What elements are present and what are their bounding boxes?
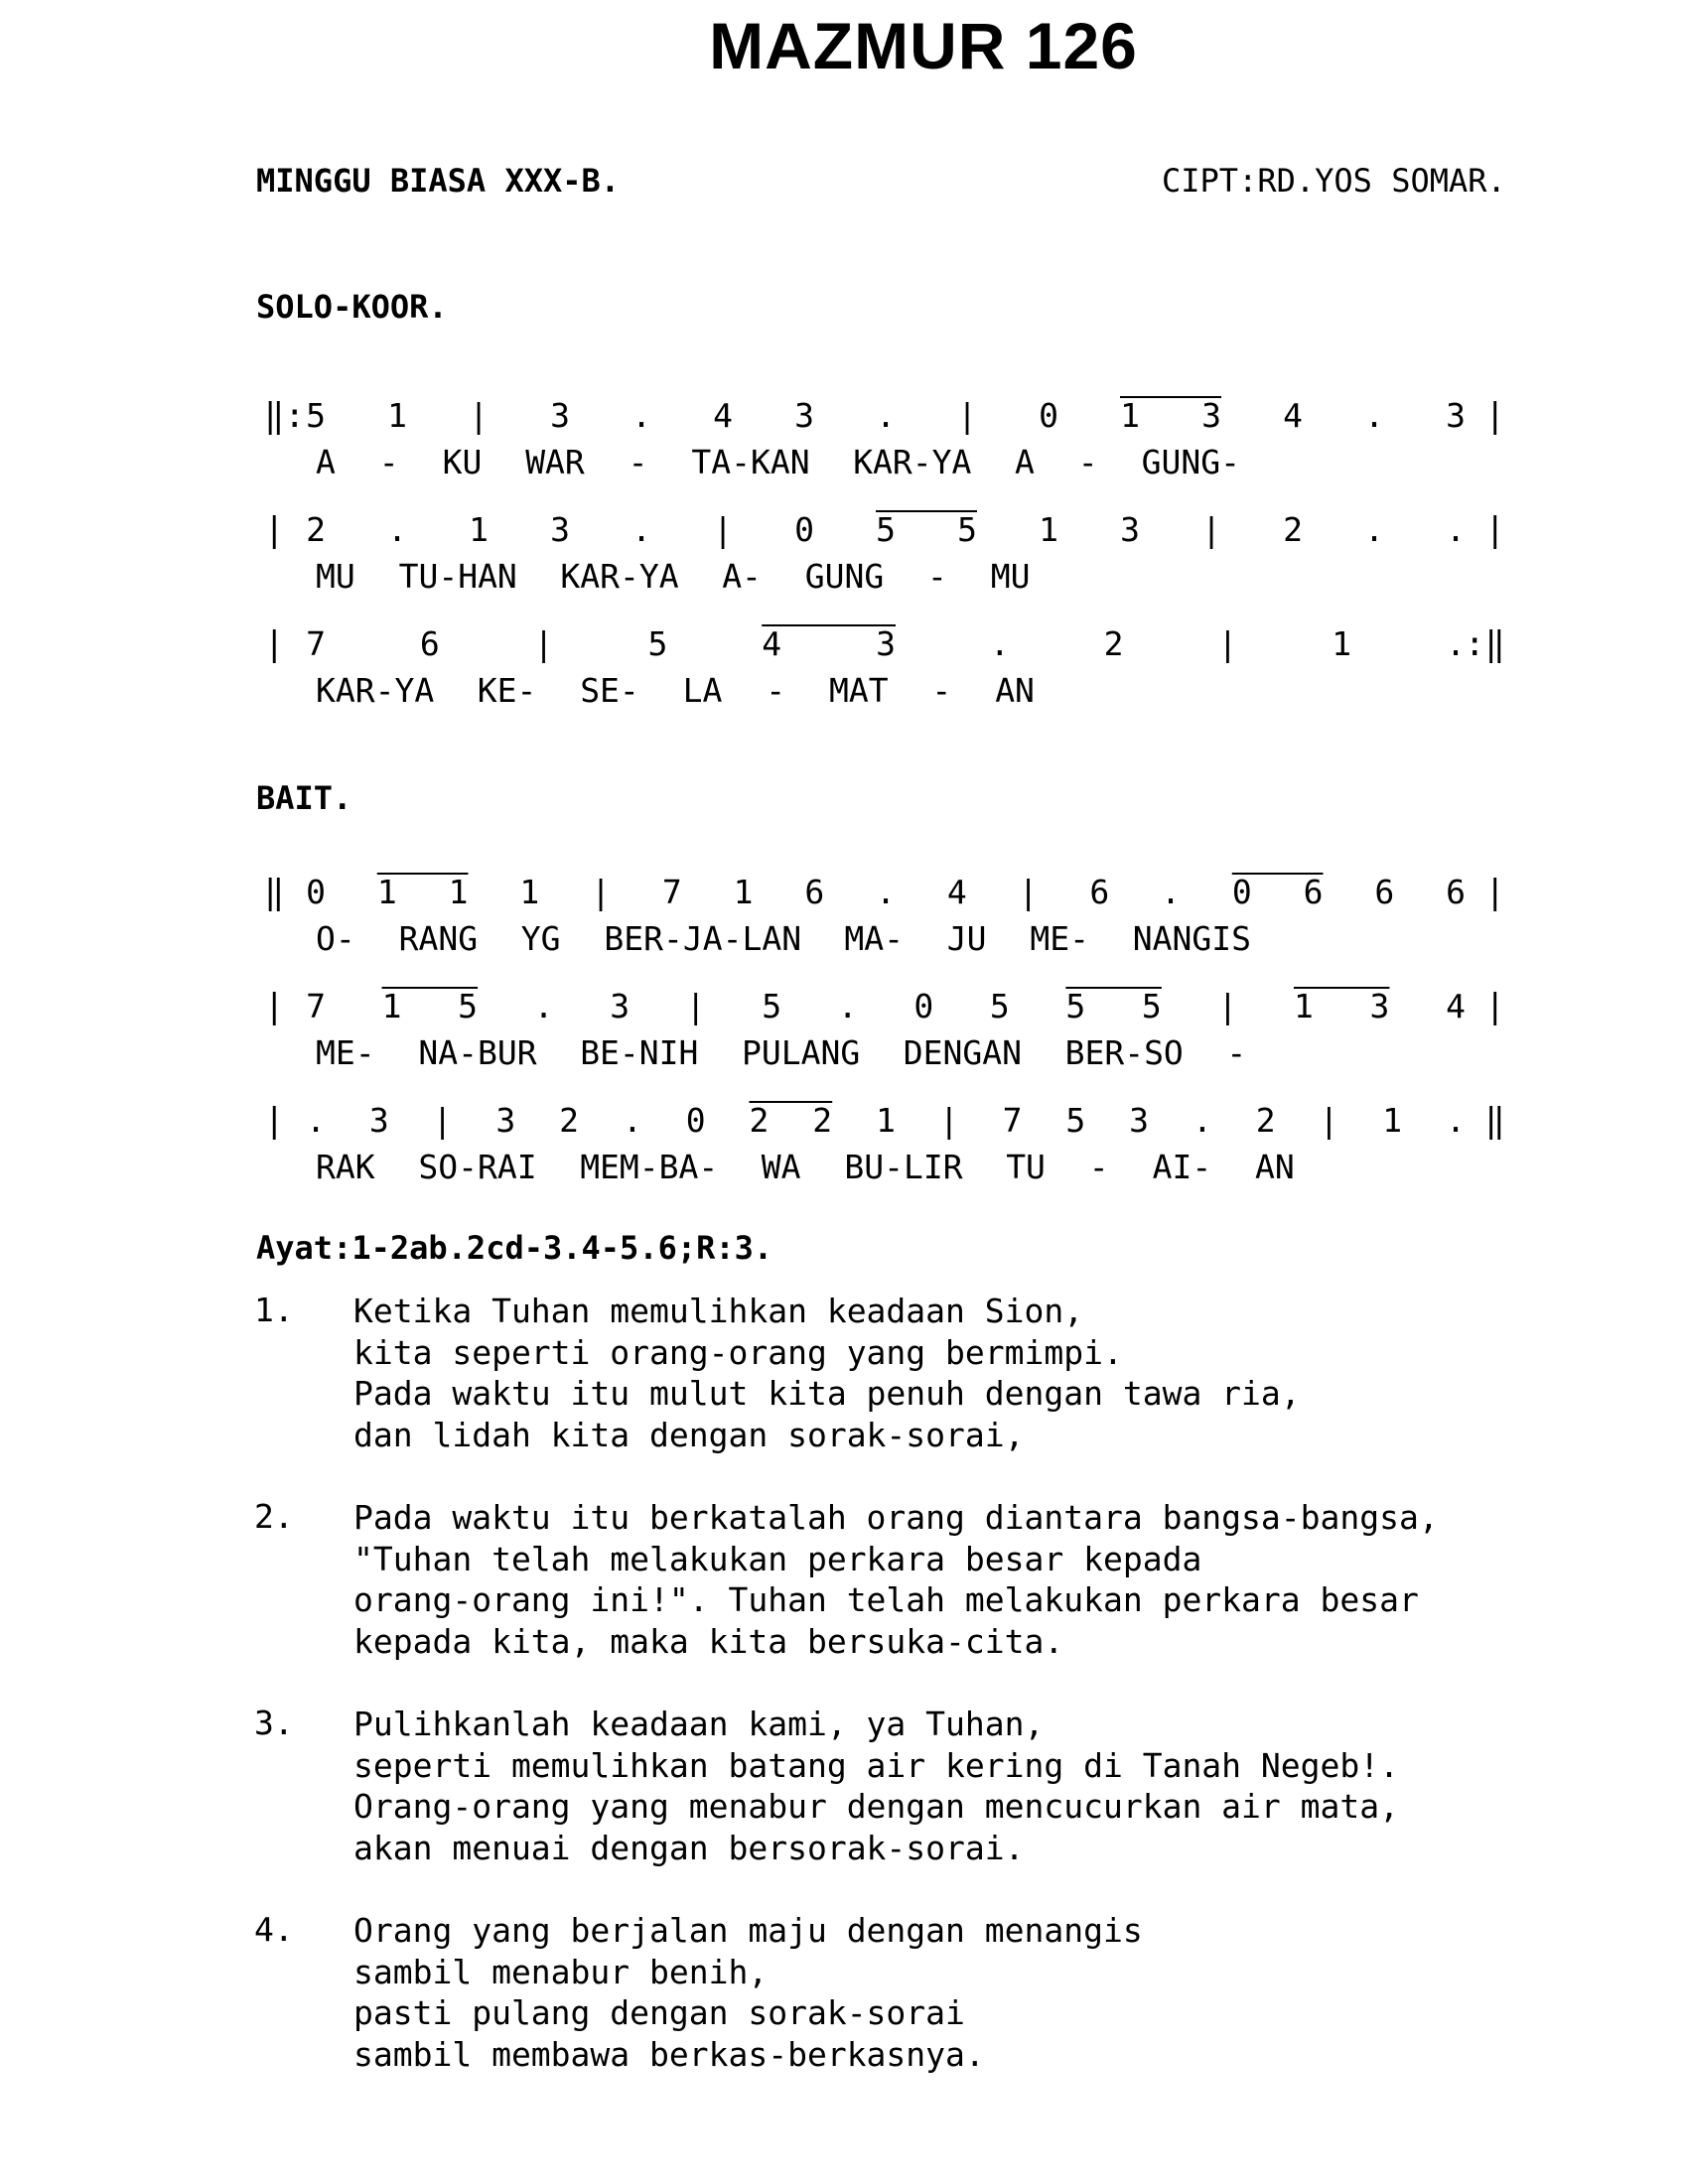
note: 3: [1446, 396, 1466, 435]
lyric-syllable: GUNG: [804, 557, 885, 596]
lyric-syllable: MA-: [844, 919, 905, 958]
lyric-syllable: KE-: [477, 671, 537, 710]
lyric-syllable: KAR-YA: [560, 557, 679, 596]
lyric-syllable: TU: [1006, 1148, 1046, 1186]
note: 5: [762, 987, 782, 1025]
note: 1: [1293, 987, 1314, 1025]
note: .: [1192, 1101, 1212, 1140]
bar-line: |: [1217, 987, 1238, 1025]
bar-line: |: [957, 396, 977, 435]
note: .: [1364, 396, 1384, 435]
bar-line: |: [533, 624, 554, 663]
lyric-syllable: RANG: [398, 919, 479, 958]
note: 5: [989, 987, 1010, 1025]
lyric-syllable: KU: [442, 443, 483, 481]
note: 5: [647, 624, 668, 663]
musical-score: [254, 377, 1545, 1211]
bar-line-start: |: [264, 624, 285, 664]
note: 7: [1002, 1101, 1023, 1140]
lyric-syllable: -: [927, 557, 947, 596]
bar-line: |: [713, 510, 733, 549]
note: 6: [1303, 873, 1324, 911]
note: 2: [1103, 624, 1124, 663]
verse-line: Pulihkanlah keadaan kami, ya Tuhan,: [353, 1705, 1045, 1743]
note: 3: [1129, 1101, 1150, 1140]
bar-line-end: |: [1484, 396, 1505, 436]
note: 3: [1201, 396, 1221, 435]
verse-line: "Tuhan telah melakukan perkara besar kepada: [353, 1539, 1202, 1578]
note: 5: [1065, 1101, 1086, 1140]
lyric-syllable: BER-SO: [1064, 1033, 1184, 1072]
note: 5: [957, 510, 977, 549]
lyric-syllable: MU: [316, 557, 355, 596]
note: 4: [762, 624, 782, 663]
note: 1: [1120, 396, 1140, 435]
note: 1: [519, 873, 540, 911]
bar-line-end: ‖: [1484, 1101, 1505, 1141]
verse-line: seperti memulihkan batang air kering di Tanah Negeb!.: [353, 1745, 1399, 1785]
note: .: [837, 987, 858, 1025]
note: .: [1446, 624, 1466, 663]
verse-line: kepada kita, maka kita bersuka-cita.: [353, 1621, 1064, 1661]
note: 3: [794, 396, 814, 435]
lyric-syllable: NANGIS: [1132, 919, 1252, 958]
note: 6: [1446, 873, 1466, 911]
lyric-syllable: -: [1088, 1148, 1109, 1186]
lyric-syllable: A: [316, 443, 336, 481]
note: 3: [495, 1101, 516, 1140]
note: 3: [1120, 510, 1140, 549]
verse-line: Pada waktu itu berkatalah orang diantara bangsa-bangsa,: [353, 1498, 1439, 1537]
page-title: MAZMUR 126: [709, 9, 1138, 82]
note: 1: [1039, 510, 1058, 549]
verse-1: [254, 1291, 1439, 1455]
bar-line: |: [1319, 1101, 1339, 1140]
verse-number: 2.: [254, 1497, 294, 1536]
bar-line-start: |: [264, 1101, 285, 1141]
bar-line-start: |: [264, 987, 285, 1026]
lyric-syllable: YG: [520, 919, 561, 958]
note: 0: [913, 987, 934, 1025]
bar-line-end: |: [1484, 510, 1505, 550]
lyric-syllable: AN: [995, 671, 1035, 710]
bar-line: |: [432, 1101, 453, 1140]
bar-line: |: [469, 396, 489, 435]
note: 2: [306, 510, 326, 549]
lyric-syllable: -: [766, 671, 786, 710]
note: 2: [749, 1101, 770, 1140]
lyric-syllable: MEM-BA-: [580, 1148, 719, 1186]
note: .: [533, 987, 554, 1025]
lyric-syllable: GUNG-: [1141, 443, 1240, 481]
lyric-syllable: TU-HAN: [398, 557, 517, 596]
lyric-syllable: AN: [1255, 1148, 1295, 1186]
lyric-syllable: WAR: [525, 443, 585, 481]
note: 1: [469, 510, 489, 549]
lyric-syllable: MU: [990, 557, 1031, 596]
bar-line-end: :‖: [1465, 624, 1505, 664]
note: 3: [550, 396, 570, 435]
verse-line: sambil membawa berkas-berkasnya.: [353, 2034, 985, 2074]
note: 5: [306, 396, 326, 435]
verse-number: 1.: [254, 1291, 294, 1329]
composer-credit: CIPT:RD.YOS SOMAR.: [1162, 162, 1506, 200]
note: 0: [685, 1101, 706, 1140]
bar-line: |: [1217, 624, 1238, 663]
note: .: [876, 873, 896, 911]
verse-number: 4.: [254, 1910, 294, 1949]
lyric-syllable: SE-: [580, 671, 639, 710]
lyric-syllable: O-: [316, 919, 355, 958]
verse-line: Ketika Tuhan memulihkan keadaan Sion,: [353, 1292, 1084, 1330]
verses-list: [254, 1291, 1439, 2116]
note: .: [1161, 873, 1181, 911]
score-notation: [264, 396, 1505, 1186]
note: 6: [804, 873, 825, 911]
verse-line: akan menuai dengan bersorak-sorai.: [353, 1828, 1025, 1867]
note: 1: [376, 873, 397, 911]
note: 2: [812, 1101, 833, 1140]
note: 4: [1446, 987, 1466, 1025]
note: 3: [1369, 987, 1390, 1025]
note: 0: [306, 873, 326, 911]
bar-line: |: [1018, 873, 1039, 911]
bar-line-end: |: [1484, 873, 1505, 912]
lyric-syllable: AI-: [1152, 1148, 1212, 1186]
note: 1: [733, 873, 754, 911]
lyric-syllable: -: [931, 671, 952, 710]
note: 2: [559, 1101, 580, 1140]
note: 1: [381, 987, 402, 1025]
note: 5: [1065, 987, 1086, 1025]
bar-line: |: [591, 873, 611, 911]
note: 5: [1141, 987, 1162, 1025]
note: .: [632, 396, 651, 435]
lyric-syllable: WA: [761, 1148, 801, 1186]
refrain-section-label: SOLO-KOOR.: [256, 288, 448, 326]
verse-3: [254, 1704, 1439, 1868]
note: 7: [306, 987, 326, 1025]
note: 0: [1039, 396, 1058, 435]
lyric-syllable: MAT: [829, 671, 889, 710]
note: 3: [876, 624, 896, 663]
note: 6: [1374, 873, 1395, 911]
verse-line: orang-orang ini!". Tuhan telah melakukan perkara besar: [353, 1580, 1419, 1619]
lyric-syllable: -: [378, 443, 399, 481]
lyric-syllable: ME-: [316, 1033, 375, 1072]
lyric-syllable: RAK: [316, 1148, 375, 1186]
note: .: [1446, 1101, 1466, 1140]
verse-line: Pada waktu itu mulut kita penuh dengan tawa ria,: [353, 1374, 1301, 1413]
note: 0: [794, 510, 814, 549]
note: 7: [306, 624, 326, 663]
bar-line-start: ‖:: [264, 396, 305, 436]
note: .: [1446, 510, 1466, 549]
verse-line: Orang yang berjalan maju dengan menangis: [353, 1911, 1143, 1950]
note: 1: [387, 396, 407, 435]
lyric-syllable: A-: [722, 557, 762, 596]
lyric-syllable: DENGAN: [903, 1033, 1023, 1072]
note: 1: [876, 1101, 896, 1140]
lyric-syllable: BER-JA-LAN: [604, 919, 802, 958]
note: .: [387, 510, 407, 549]
note: .: [622, 1101, 642, 1140]
lyric-syllable: KAR-YA: [853, 443, 972, 481]
note: 6: [419, 624, 440, 663]
verse-2: [254, 1497, 1439, 1662]
lyric-syllable: PULANG: [742, 1033, 861, 1072]
verse-line: kita seperti orang-orang yang bermimpi.: [353, 1332, 1123, 1372]
bar-line: |: [938, 1101, 959, 1140]
note: 7: [661, 873, 682, 911]
bar-line-start: |: [264, 510, 285, 550]
verse-line: pasti pulang dengan sorak-sorai: [353, 1993, 965, 2032]
note: 1: [448, 873, 469, 911]
lyric-syllable: TA-KAN: [691, 443, 810, 481]
note: 2: [1283, 510, 1303, 549]
note: .: [1364, 510, 1384, 549]
note: 2: [1255, 1101, 1276, 1140]
verse-4: [254, 1910, 1439, 2075]
verse-line: dan lidah kita dengan sorak-sorai,: [353, 1415, 1025, 1454]
note: 1: [1332, 624, 1352, 663]
lyric-syllable: ME-: [1030, 919, 1090, 958]
note: 3: [610, 987, 631, 1025]
bar-line-end: |: [1484, 987, 1505, 1026]
lyric-syllable: NA-BUR: [418, 1033, 537, 1072]
lyric-syllable: BU-LIR: [844, 1148, 963, 1186]
note: .: [876, 396, 896, 435]
lyric-syllable: -: [1226, 1033, 1247, 1072]
occasion-label: MINGGU BIASA XXX-B.: [256, 162, 621, 200]
note: 5: [876, 510, 896, 549]
note: 4: [1283, 396, 1303, 435]
note: 6: [1089, 873, 1110, 911]
bar-line: |: [1201, 510, 1221, 549]
note: 3: [368, 1101, 389, 1140]
verse-line: Orang-orang yang menabur dengan mencucurkan air mata,: [353, 1787, 1399, 1826]
note: 5: [458, 987, 479, 1025]
note: 4: [946, 873, 967, 911]
lyric-syllable: A: [1015, 443, 1035, 481]
ayat-reference: Ayat:1-2ab.2cd-3.4-5.6;R:3.: [256, 1229, 773, 1267]
verse-section-label: BAIT.: [256, 779, 352, 817]
verse-line: sambil menabur benih,: [353, 1952, 769, 1991]
note: .: [306, 1101, 326, 1140]
lyric-syllable: LA: [682, 671, 723, 710]
lyric-syllable: BE-NIH: [580, 1033, 699, 1072]
verse-number: 3.: [254, 1704, 294, 1742]
note: .: [632, 510, 651, 549]
note: 1: [1382, 1101, 1403, 1140]
bar-line-start: ‖: [264, 873, 285, 912]
note: 0: [1231, 873, 1252, 911]
note: 3: [550, 510, 570, 549]
lyric-syllable: KAR-YA: [316, 671, 435, 710]
note: .: [989, 624, 1010, 663]
note: 4: [713, 396, 733, 435]
lyric-syllable: -: [1077, 443, 1098, 481]
lyric-syllable: JU: [946, 919, 987, 958]
lyric-syllable: -: [628, 443, 648, 481]
bar-line: |: [685, 987, 706, 1025]
lyric-syllable: SO-RAI: [418, 1148, 537, 1186]
